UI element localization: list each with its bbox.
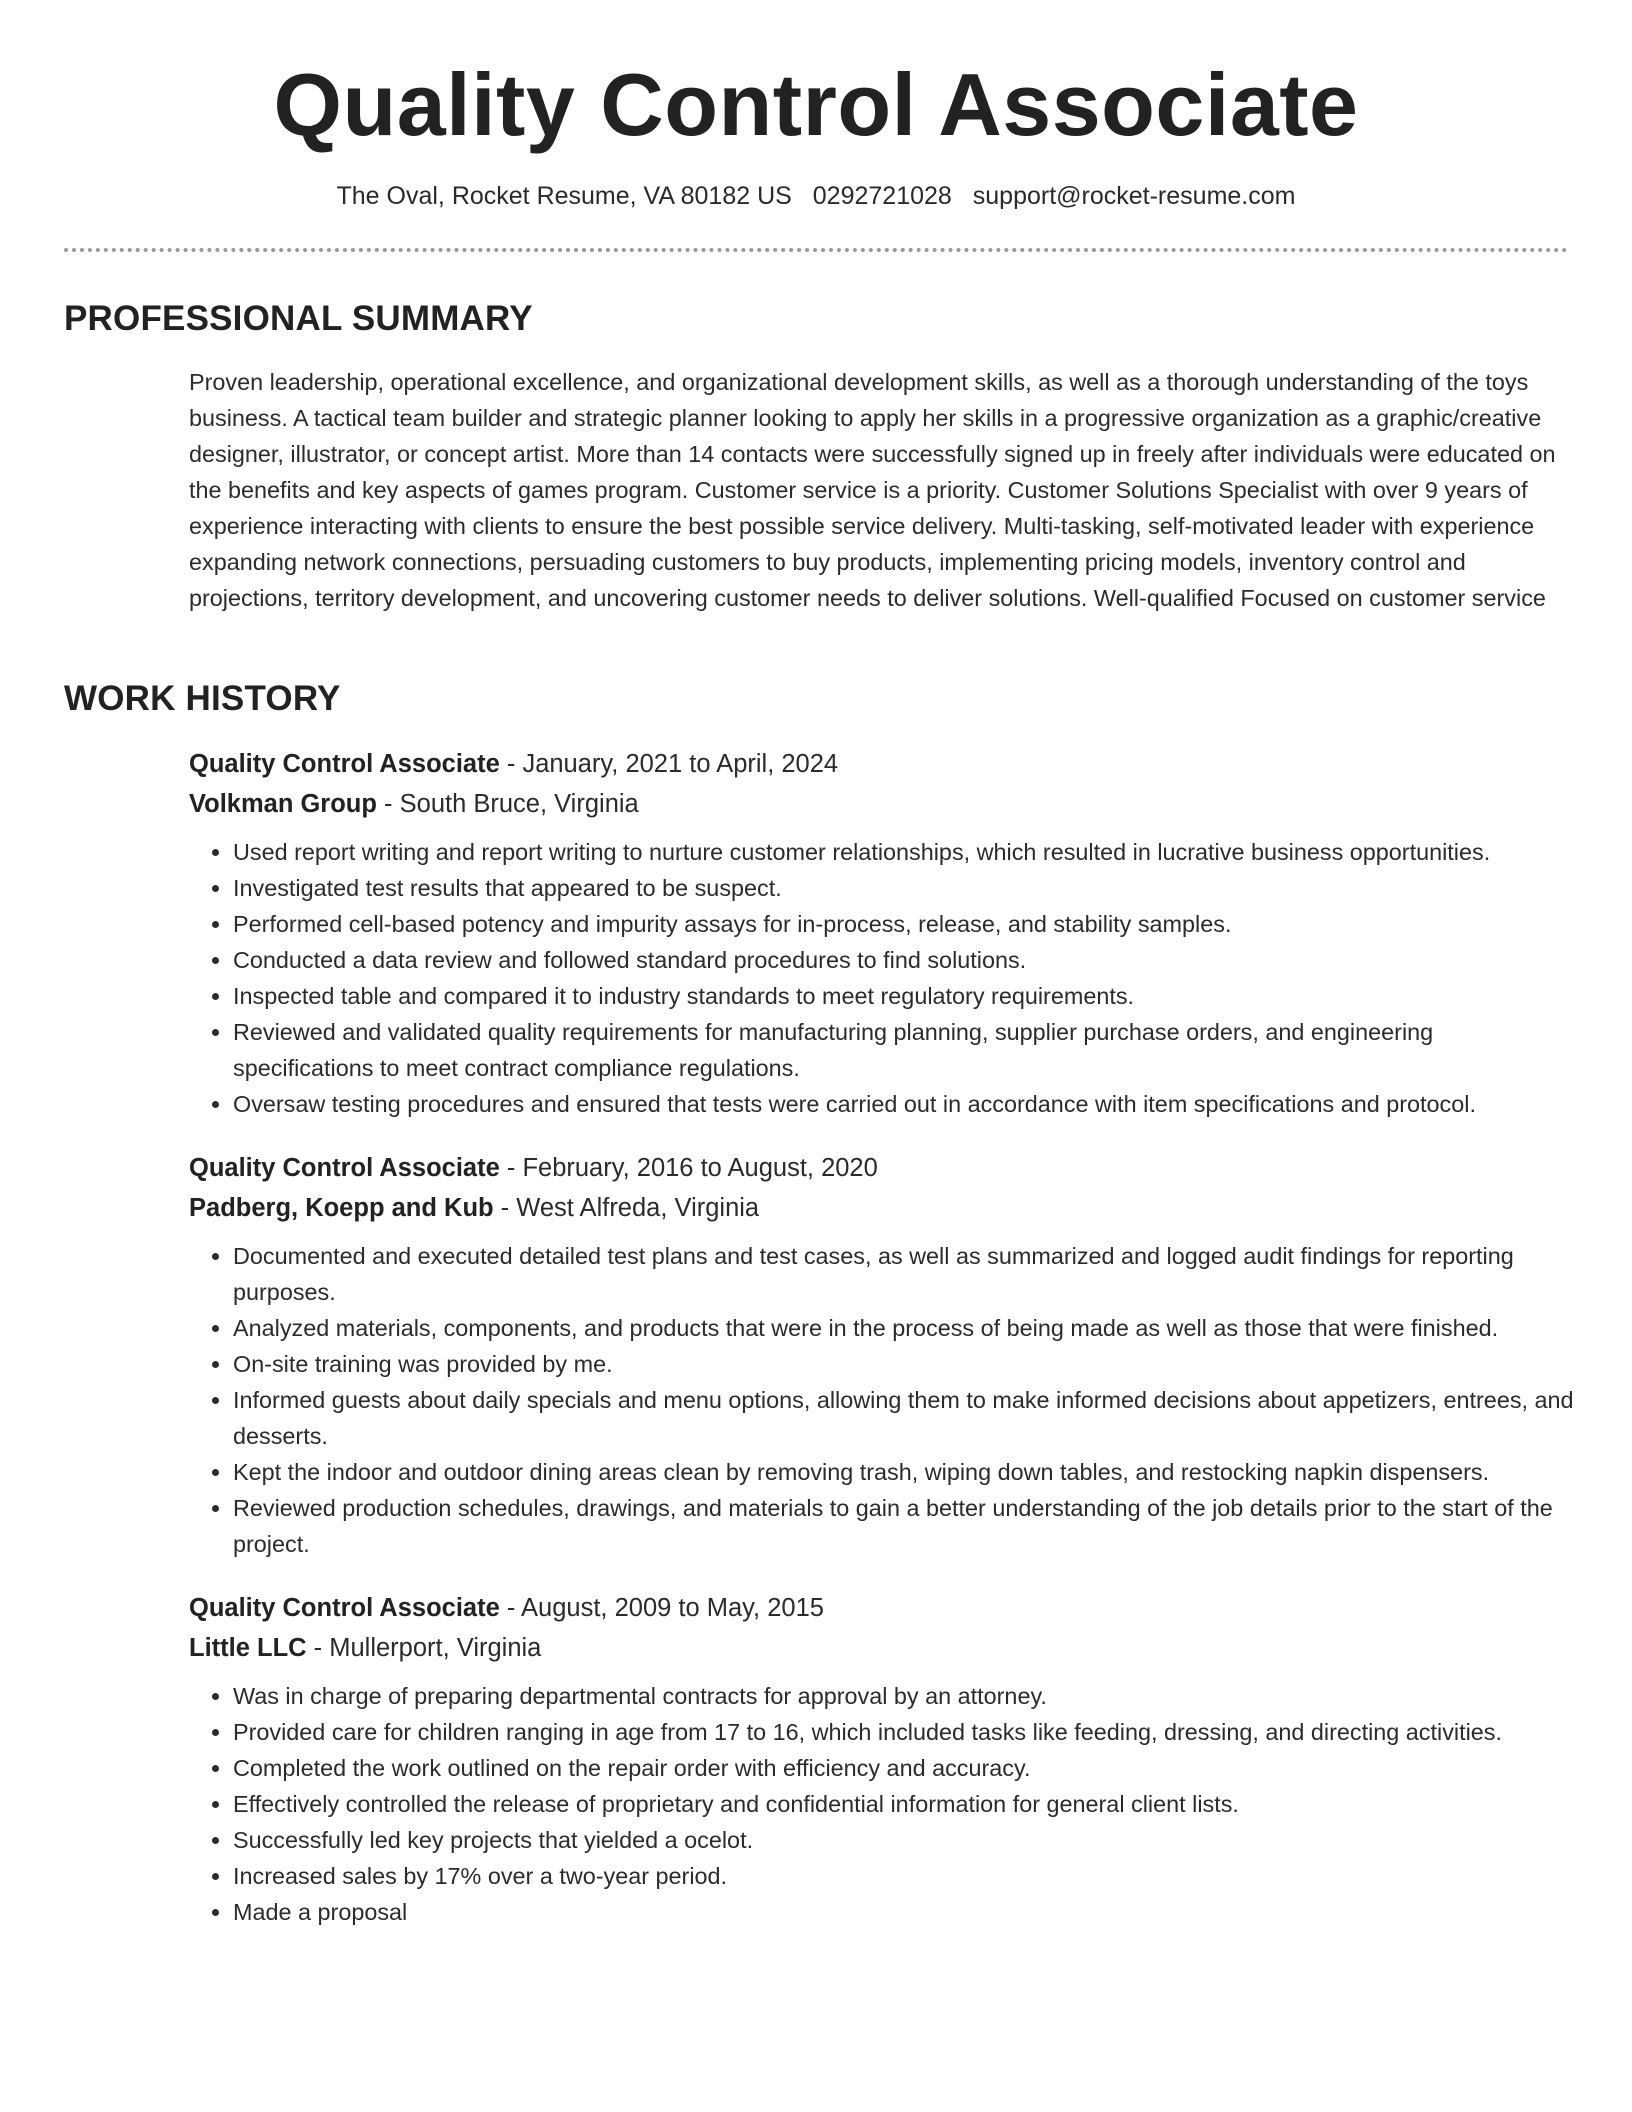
job-title-line	[189, 1148, 1579, 1188]
job-company: Padberg, Koepp and Kub	[189, 1194, 494, 1222]
summary-heading: PROFESSIONAL SUMMARY	[64, 299, 533, 338]
job-bullet: • Reviewed production schedules, drawings, and materials to gain a better understanding of the job details prior to the start of the project.	[233, 1490, 1579, 1562]
contact-line	[0, 180, 1632, 213]
job-bullet: • Completed the work outlined on the repair order with efficiency and accuracy.	[233, 1750, 1579, 1786]
job-bullet: • On-site training was provided by me.	[233, 1346, 1579, 1382]
job-title-line	[189, 744, 1579, 784]
job-bullet: • Conducted a data review and followed standard procedures to find solutions.	[233, 942, 1579, 978]
job-company-line	[189, 1188, 1579, 1228]
job-bullet: • Informed guests about daily specials and menu options, allowing them to make informed decisions about appetizers, entrees, and desserts.	[233, 1382, 1579, 1454]
job-bullet: • Oversaw testing procedures and ensured that tests were carried out in accordance with item specifications and protocol.	[233, 1086, 1579, 1122]
job-bullet: • Inspected table and compared it to industry standards to meet regulatory requirements.	[233, 978, 1579, 1014]
job-bullet: • Provided care for children ranging in age from 17 to 16, which included tasks like feeding, dressing, and directing activities.	[233, 1714, 1579, 1750]
job-bullets	[189, 1678, 1579, 1930]
job-bullet: • Documented and executed detailed test plans and test cases, as well as summarized and logged audit findings for reporting purposes.	[233, 1238, 1579, 1310]
job-bullet: • Used report writing and report writing to nurture customer relationships, which resulted in lucrative business opportunities.	[233, 834, 1579, 870]
job-location: - West Alfreda, Virginia	[493, 1194, 760, 1222]
job-role: Quality Control Associate	[189, 750, 500, 778]
job-company: Little LLC	[189, 1634, 307, 1662]
contact-address: The Oval, Rocket Resume, VA 80182 US	[336, 182, 792, 210]
job-dates: - January, 2021 to April, 2024	[499, 750, 839, 778]
job-bullet: • Kept the indoor and outdoor dining areas clean by removing trash, wiping down tables, and restocking napkin dispensers.	[233, 1454, 1579, 1490]
job-dates: - February, 2016 to August, 2020	[499, 1154, 878, 1182]
job-company-line	[189, 784, 1579, 824]
job-entry	[189, 1148, 1579, 1562]
job-company-line	[189, 1628, 1579, 1668]
job-company: Volkman Group	[189, 790, 377, 818]
job-bullet: • Successfully led key projects that yielded a ocelot.	[233, 1822, 1579, 1858]
work-history-list	[189, 744, 1579, 1956]
job-bullet: • Made a proposal	[233, 1894, 1579, 1930]
contact-email: support@rocket-resume.com	[972, 182, 1296, 210]
summary-text: Proven leadership, operational excellence, and organizational development skills, as well as a thorough understanding of the toys business. A tactical team builder and strategic planner looking to apply her skills in a progressive organization as a graphic/creative designer, illustrator, or concept artist. More than 14 contacts were successfully signed up in freely after individuals were educated on the benefits and key aspects of games program. Customer service is a priority. Customer Solutions Specialist with over 9 years of experience interacting with clients to ensure the best possible service delivery. Multi-tasking, self-motivated leader with experience expanding network connections, persuading customers to buy products, implementing pricing models, inventory control and projections, territory development, and uncovering customer needs to deliver solutions. Well-qualified Focused on customer service	[189, 369, 1556, 611]
job-bullet: • Reviewed and validated quality requirements for manufacturing planning, supplier purchase orders, and engineering specifications to meet contract compliance regulations.	[233, 1014, 1579, 1086]
job-role: Quality Control Associate	[189, 1594, 500, 1622]
contact-phone: 0292721028	[812, 182, 952, 210]
job-bullet: • Analyzed materials, components, and products that were in the process of being made as well as those that were finished.	[233, 1310, 1579, 1346]
job-title-line	[189, 1588, 1579, 1628]
job-bullet: • Investigated test results that appeared to be suspect.	[233, 870, 1579, 906]
header-divider	[64, 248, 1568, 252]
job-entry	[189, 744, 1579, 1122]
job-bullet: • Performed cell-based potency and impurity assays for in-process, release, and stability samples.	[233, 906, 1579, 942]
job-location: - South Bruce, Virginia	[376, 790, 639, 818]
resume-name: Quality Control Associate	[273, 55, 1359, 154]
job-role: Quality Control Associate	[189, 1154, 500, 1182]
work-history-heading: WORK HISTORY	[64, 679, 341, 718]
job-bullets	[189, 834, 1579, 1122]
job-entry	[189, 1588, 1579, 1930]
job-dates: - August, 2009 to May, 2015	[499, 1594, 824, 1622]
job-bullet: • Was in charge of preparing departmental contracts for approval by an attorney.	[233, 1678, 1579, 1714]
job-bullets	[189, 1238, 1579, 1562]
job-bullet: • Increased sales by 17% over a two-year period.	[233, 1858, 1579, 1894]
job-bullet: • Effectively controlled the release of proprietary and confidential information for general client lists.	[233, 1786, 1579, 1822]
job-location: - Mullerport, Virginia	[306, 1634, 542, 1662]
